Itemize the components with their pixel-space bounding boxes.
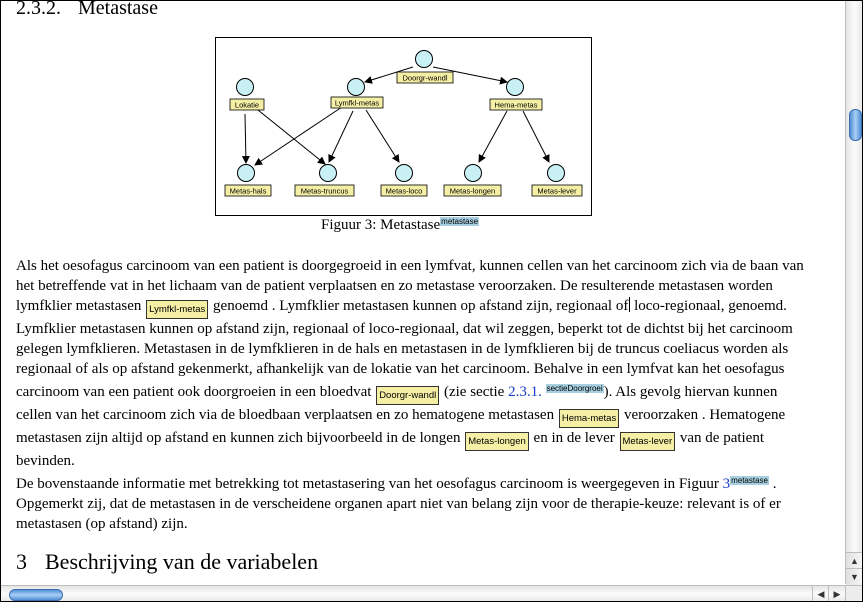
text-run: veroorzaken . Hematogene metastasen zijn altijd op afstand en kunnen zich bijvoorbeeld in de longen: [16, 407, 786, 446]
edge-hema-lever: [523, 111, 549, 162]
metastase-diagram: [215, 37, 592, 216]
text-run: genoemd . Lymfklier metastasen kunnen op afstand zijn, regionaal of: [209, 298, 629, 314]
text-run: De bovenstaande informatie met betrekking tot metastasering van het oesofagus carcinoom is weergegeven in Figuur: [16, 476, 723, 492]
inline-node-lever[interactable]: Metas-lever: [620, 432, 676, 451]
text-run: Als het oesofagus carcinoom van een patient is doorgegroeid in een lymfvat, kunnen cellen van het carcinoom zich via de baan van het betreffende vat in het lichaam van de patient verplaatsen en zo metastase veroorzaken. De resulterende metastasen worden lymfklier metastasen: [16, 258, 804, 314]
paragraph-1: [16, 256, 816, 471]
figure-caption: [321, 217, 479, 234]
text-run: loco-regionaal, genoemd. Lymfklier metastasen kunnen op afstand zijn, regionaal of loco-regionaal, dat wil zeggen, beperkt tot de dichtst bij het carcinoom gelegen lymfklieren. Metastasen in de lymfklieren in de hals en metastasen in de lymfklieren bij de truncus coeliacus worden als regionaal of als op afstand gekenmerkt, afhankelijk van de lokatie van het carcinoom. Behalve in een lymfvat kan het oesofagus carcinoom van een patient ook doorgroeien in een bloedvat: [16, 298, 793, 400]
text-run: en in de lever: [529, 430, 619, 446]
horizontal-scrollbar[interactable]: [1, 585, 845, 602]
node-lymfklier: Lymfkl-metas: [334, 98, 380, 108]
section-link[interactable]: 2.3.1.: [508, 384, 542, 400]
figure-link-tag: metastase: [731, 476, 768, 485]
inline-node-lymfklier[interactable]: Lymfkl-metas: [146, 300, 208, 319]
scroll-down-arrow-icon[interactable]: ▼: [846, 568, 863, 585]
figure-caption-tag: metastase: [441, 217, 479, 226]
node-longen: Metas-longen: [449, 186, 496, 196]
chapter-number: 3: [16, 549, 27, 574]
edge-lokatie-hals: [245, 114, 246, 163]
body-text: [16, 256, 816, 534]
diagram-svg: [216, 38, 591, 215]
vertical-scroll-thumb[interactable]: [849, 109, 862, 141]
node-circle-lokatie: [237, 79, 254, 96]
inline-node-doorgroei[interactable]: Doorgr-wandl: [376, 386, 439, 405]
node-loco: Metas-loco: [385, 186, 423, 196]
scroll-up-arrow-icon[interactable]: ▲: [846, 552, 863, 569]
figure-caption-text: Figuur 3: Metastase: [321, 217, 441, 233]
node-hema: Hema-metas: [494, 100, 538, 110]
section-heading: [16, 0, 158, 20]
chapter-heading: [16, 549, 318, 575]
node-circle-hals: [238, 165, 255, 182]
node-doorgroei: Doorgr-wandl: [402, 73, 448, 83]
inline-node-longen[interactable]: Metas-longen: [465, 432, 529, 451]
text-run: . Opgemerkt zij, dat de metastasen in de verscheidene organen apart niet van belang zijn voor de therapie-keuze: relevant is of er metastasen (op afstand) zijn.: [16, 476, 781, 532]
edge-hema-longen: [479, 111, 507, 162]
node-circle-hema: [507, 79, 524, 96]
node-lokatie: Lokatie: [234, 100, 260, 110]
horizontal-scroll-thumb[interactable]: [9, 589, 63, 601]
section-title: Metastase: [78, 0, 158, 19]
inline-node-hema[interactable]: Hema-metas: [559, 409, 619, 428]
diagram-nodes: [234, 51, 565, 182]
node-circle-doorgroei: [416, 51, 433, 68]
scroll-left-arrow-icon[interactable]: ◀: [812, 586, 829, 602]
section-number: 2.3.2.: [16, 0, 61, 19]
text-run: van de patient bevinden.: [16, 430, 765, 469]
edge-lymf-loco: [366, 110, 399, 162]
text-run: (zie sectie: [440, 384, 509, 400]
node-circle-truncus: [320, 165, 337, 182]
vertical-scrollbar[interactable]: [845, 1, 863, 584]
node-hals: Metas-hals: [229, 186, 267, 196]
node-circle-lymfklier: [348, 79, 365, 96]
text-run: ). Als gevolg hiervan kunnen cellen van het carcinoom zich via de bloedbaan verplaatsen en zo hematogene metastasen: [16, 384, 778, 423]
edge-lymf-truncus: [329, 111, 353, 162]
scroll-right-arrow-icon[interactable]: ▶: [828, 586, 845, 602]
scrollbar-corner: [845, 585, 863, 602]
chapter-title: Beschrijving van de variabelen: [45, 549, 319, 574]
paragraph-2: [16, 471, 816, 534]
edge-lymf-hals: [255, 107, 342, 165]
section-tag: sectieDoorgroei: [546, 384, 603, 393]
node-circle-loco: [396, 165, 413, 182]
node-circle-longen: [465, 165, 482, 182]
node-lever: Metas-lever: [537, 186, 577, 196]
node-truncus: Metas-truncus: [300, 186, 349, 196]
node-circle-lever: [548, 165, 565, 182]
figure-link[interactable]: 3: [722, 476, 731, 492]
